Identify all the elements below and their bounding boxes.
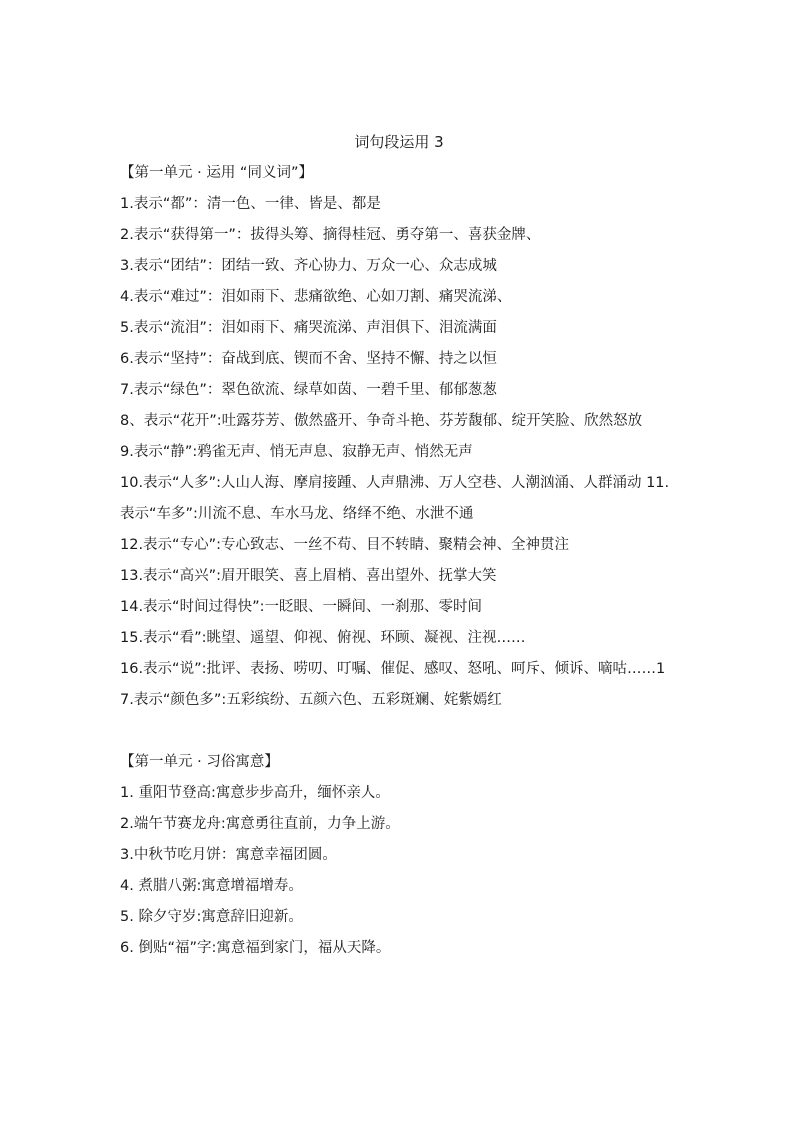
custom-line: 1. 重阳节登高:寓意步步高升，缅怀亲人。	[120, 785, 390, 801]
custom-line: 6. 倒贴“福”字:寓意福到家门，福从天降。	[120, 940, 391, 956]
custom-line: 4. 煮腊八粥:寓意增福增寿。	[120, 878, 303, 894]
synonym-line: 14.表示“时间过得快”:一眨眼、一瞬间、一刹那、零时间	[120, 599, 482, 615]
synonym-line: 10.表示“人多”:人山人海、摩肩接踵、人声鼎沸、万人空巷、人潮汹涌、人群涌动 11.表示“车多”:川流不息、车水马龙、络绎不绝、水泄不通	[120, 475, 670, 522]
synonym-line: 16.表示“说”:批评、表扬、唠叨、叮嘱、催促、感叹、怒吼、呵斥、倾诉、嘀咕……17.表示“颜色多”:五彩缤纷、五颜六色、五彩斑斓、姹紫嫣红	[120, 661, 666, 708]
synonym-line: 4.表示“难过”：泪如雨下、悲痛欲绝、心如刀割、痛哭流涕、	[120, 289, 512, 305]
custom-line: 3.中秋节吃月饼：寓意幸福团圆。	[120, 847, 337, 863]
document-title: 词句段运用 3	[354, 133, 444, 151]
synonym-line: 15.表示“看”:眺望、遥望、仰视、俯视、环顾、凝视、注视……	[120, 630, 526, 646]
synonym-line: 13.表示“高兴”:眉开眼笑、喜上眉梢、喜出望外、抚掌大笑	[120, 568, 497, 584]
section-spacer	[120, 716, 678, 747]
synonym-line: 1.表示“都”：清一色、一律、皆是、都是	[120, 196, 381, 212]
synonym-line: 9.表示“静”:鸦雀无声、悄无声息、寂静无声、悄然无声	[120, 444, 473, 460]
synonym-line: 8、表示“花开”:吐露芬芳、傲然盛开、争奇斗艳、芬芳馥郁、绽开笑脸、欣然怒放	[120, 413, 643, 429]
custom-line: 5. 除夕守岁:寓意辞旧迎新。	[120, 909, 303, 925]
section-synonyms	[120, 158, 678, 716]
synonym-line: 5.表示“流泪”：泪如雨下、痛哭流涕、声泪俱下、泪流满面	[120, 320, 497, 336]
synonym-line: 2.表示“获得第一”：拔得头筹、摘得桂冠、勇夺第一、喜获金牌、	[120, 227, 541, 243]
section-heading: 【第一单元 · 习俗寓意】	[120, 754, 279, 770]
document-page	[120, 127, 678, 964]
synonym-line: 12.表示“专心”:专心致志、一丝不苟、目不转睛、聚精会神、全神贯注	[120, 537, 569, 553]
synonym-line: 3.表示“团结”：团结一致、齐心协力、万众一心、众志成城	[120, 258, 497, 274]
synonym-line: 6.表示“坚持”：奋战到底、锲而不舍、坚持不懈、持之以恒	[120, 351, 497, 367]
synonym-line: 7.表示“绿色”：翠色欲流、绿草如茵、一碧千里、郁郁葱葱	[120, 382, 497, 398]
custom-line: 2.端午节赛龙舟:寓意勇往直前，力争上游。	[120, 816, 400, 832]
section-heading: 【第一单元 · 运用 “同义词”】	[120, 165, 313, 181]
section-customs	[120, 747, 678, 964]
